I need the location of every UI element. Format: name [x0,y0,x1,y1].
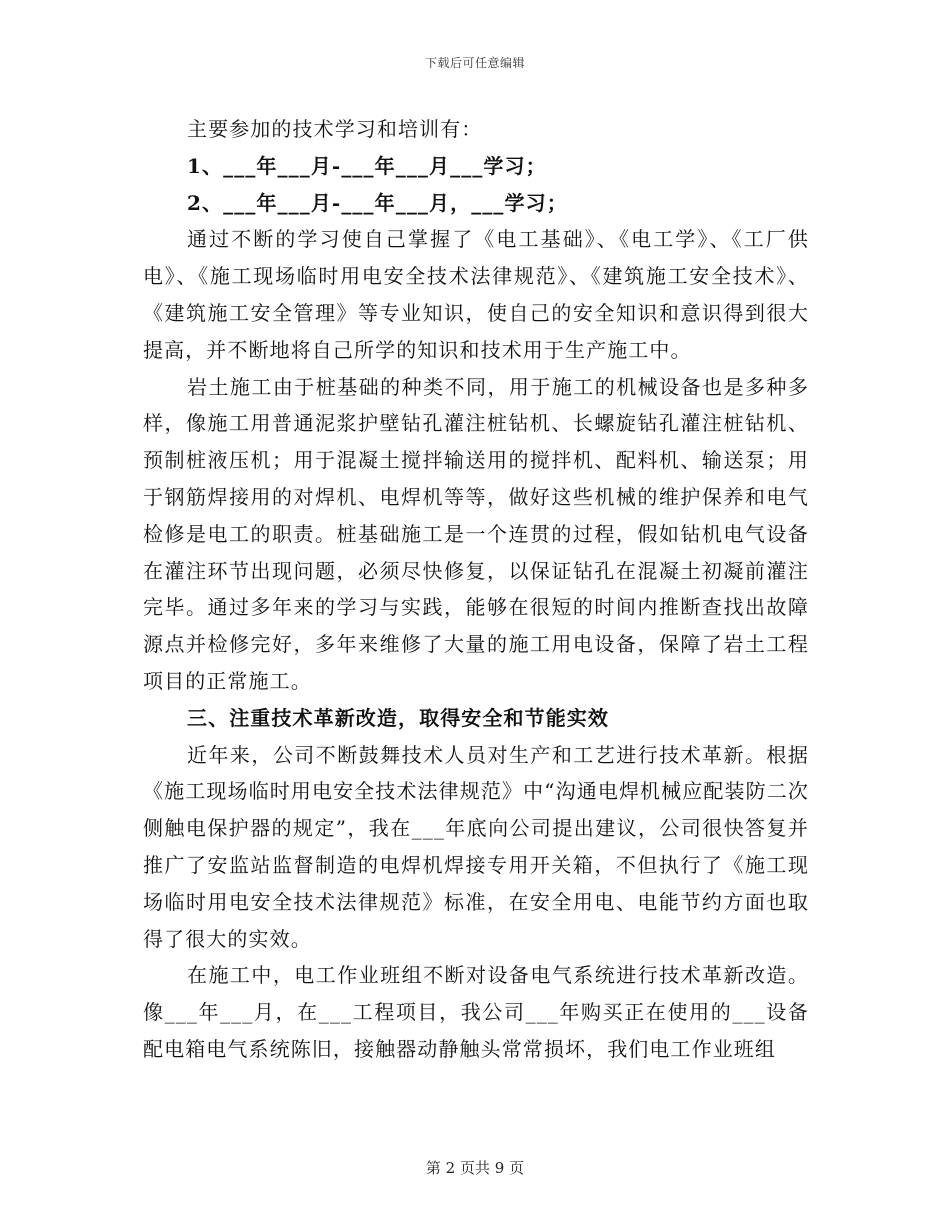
document-body [143,111,809,1068]
paragraph-innovation: 近年来，公司不断鼓舞技术人员对生产和工艺进行技术革新。根据《施工现场临时用电安全技术法律规范》中“沟通电焊机械应配装防二次侧触电保护器的规定”，我在___年底向公司提出建议，公司很快答复并推广了安监站监督制造的电焊机焊接专用开关箱，不但执行了《施工现场临时用电安全技术法律规范》标准，在安全用电、电能节约方面也取得了很大的实效。 [143,742,809,951]
page-footer: 第 2 页共 9 页 [425,1159,525,1177]
section-heading-3: 三、注重技术革新改造，取得安全和节能实效 [187,705,609,730]
training-item-1: 1、___年___月-___年___月___学习； [187,153,547,178]
paragraph-renovation: 在施工中，电工作业班组不断对设备电气系统进行技术革新改造。像___年___月，在___工程项目，我公司___年购买正在使用的___设备配电箱电气系统陈旧，接触器动静触头常常损坏，我们电工作业班组 [143,963,809,1061]
paragraph-equipment: 岩土施工由于桩基础的种类不同，用于施工的机械设备也是多种多样，像施工用普通泥浆护壁钻孔灌注桩钻机、长螺旋钻孔灌注桩钻机、预制桩液压机；用于混凝土搅拌输送用的搅拌机、配料机、输送泵；用于钢筋焊接用的对焊机、电焊机等等，做好这些机械的维护保养和电气检修是电工的职责。桩基础施工是一个连贯的过程，假如钻机电气设备在灌注环节出现问题，必须尽快修复，以保证钻孔在混凝土初凝前灌注完毕。通过多年来的学习与实践，能够在很短的时间内推断查找出故障源点并检修完好，多年来维修了大量的施工用电设备，保障了岩土工程项目的正常施工。 [143,374,809,693]
page-header: 下载后可任意编辑 [424,56,525,70]
paragraph-knowledge: 通过不断的学习使自己掌握了《电工基础》、《电工学》、《工厂供电》、《施工现场临时用电安全技术法律规范》、《建筑施工安全技术》、《建筑施工安全管理》等专业知识，使自己的安全知识和意识得到很大提高，并不断地将自己所学的知识和技术用于生产施工中。 [143,227,809,362]
training-item-2: 2、___年___月-___年___月，___学习； [187,190,568,215]
intro-paragraph: 主要参加的技术学习和培训有： [187,117,483,141]
